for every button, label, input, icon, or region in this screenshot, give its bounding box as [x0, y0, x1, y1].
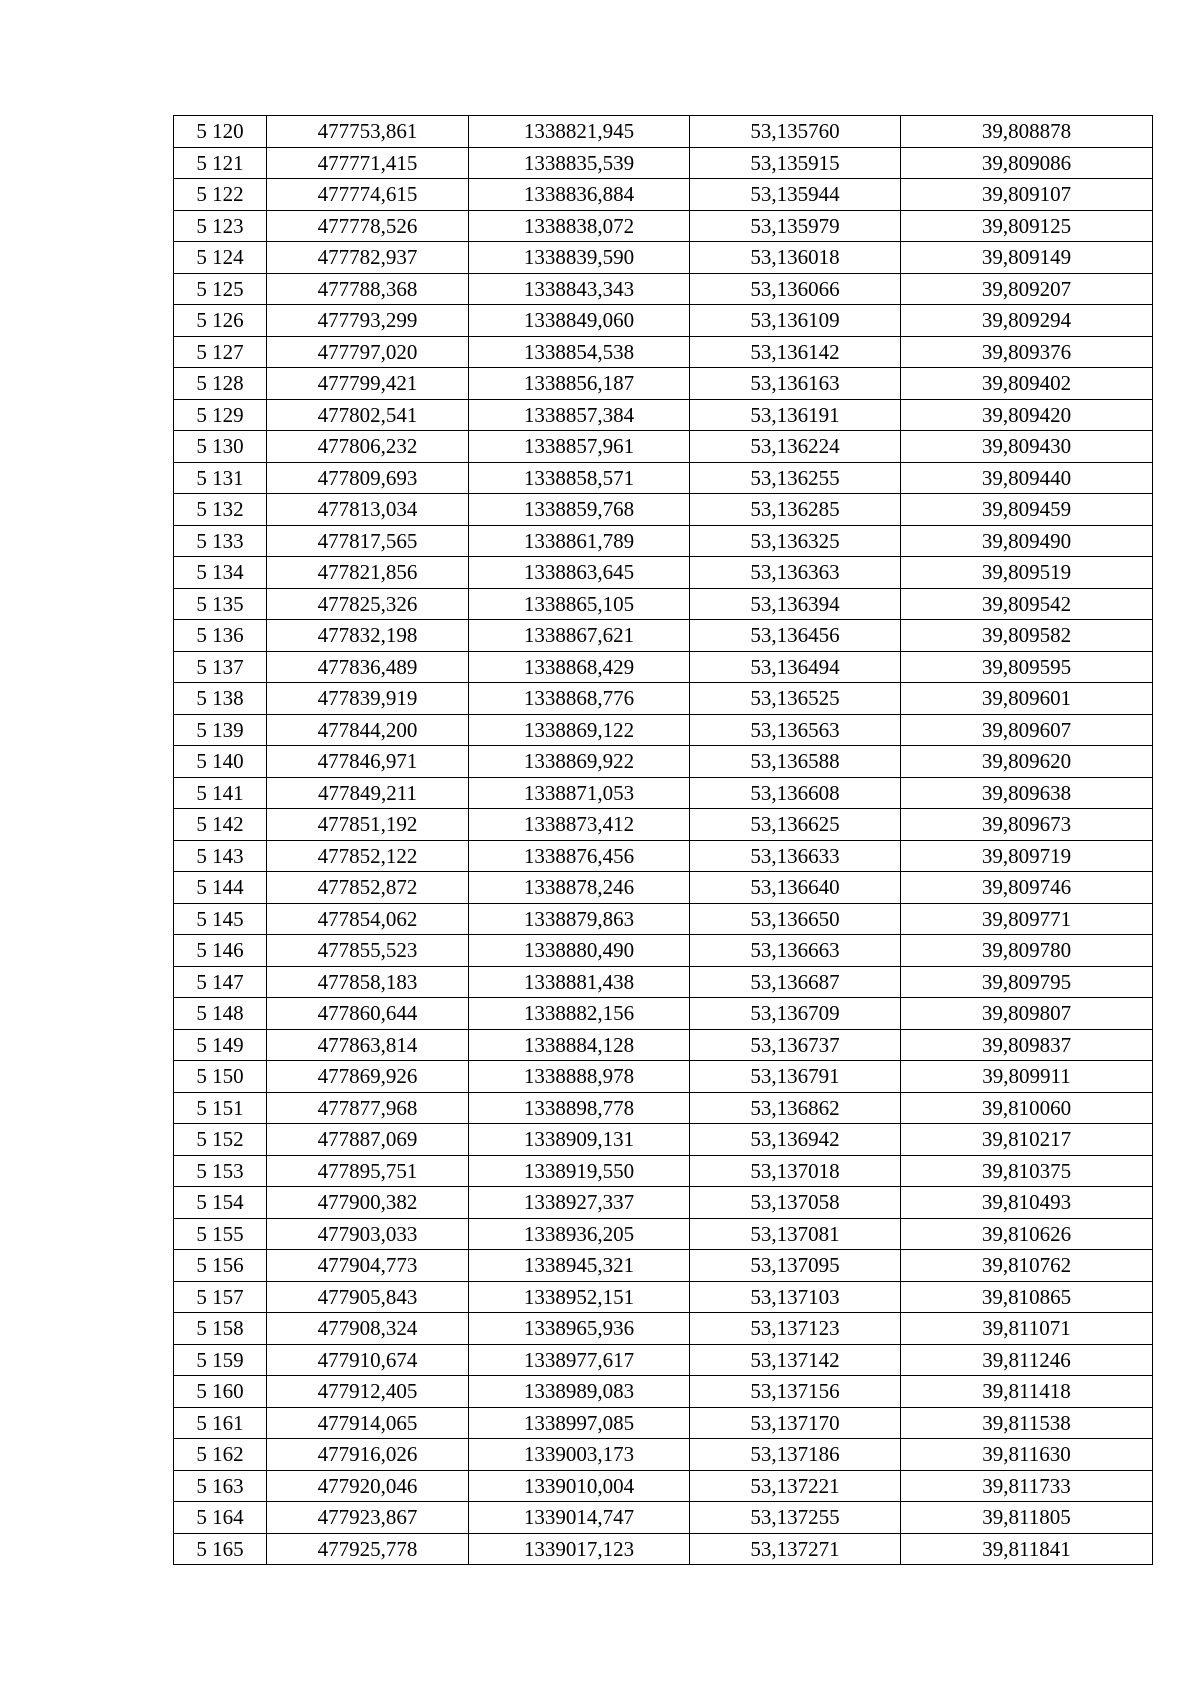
y-coordinate-cell: 1338927,337 — [469, 1187, 690, 1219]
y-coordinate-cell: 1338865,105 — [469, 588, 690, 620]
y-coordinate-cell: 1339010,004 — [469, 1470, 690, 1502]
y-coordinate-cell: 1338882,156 — [469, 998, 690, 1030]
y-coordinate-cell: 1338839,590 — [469, 242, 690, 274]
latitude-cell: 53,137255 — [690, 1502, 901, 1534]
y-coordinate-cell: 1338880,490 — [469, 935, 690, 967]
point-number-cell: 5 139 — [174, 714, 267, 746]
table-row — [174, 1376, 1153, 1408]
table-row — [174, 1061, 1153, 1093]
table-row — [174, 1439, 1153, 1471]
y-coordinate-cell: 1338977,617 — [469, 1344, 690, 1376]
point-number-cell: 5 125 — [174, 273, 267, 305]
point-number-cell: 5 150 — [174, 1061, 267, 1093]
longitude-cell: 39,809780 — [901, 935, 1153, 967]
latitude-cell: 53,137081 — [690, 1218, 901, 1250]
x-coordinate-cell: 477910,674 — [267, 1344, 469, 1376]
table-row — [174, 620, 1153, 652]
longitude-cell: 39,811418 — [901, 1376, 1153, 1408]
latitude-cell: 53,137123 — [690, 1313, 901, 1345]
x-coordinate-cell: 477895,751 — [267, 1155, 469, 1187]
x-coordinate-cell: 477817,565 — [267, 525, 469, 557]
table-row — [174, 494, 1153, 526]
longitude-cell: 39,809673 — [901, 809, 1153, 841]
x-coordinate-cell: 477852,122 — [267, 840, 469, 872]
longitude-cell: 39,811841 — [901, 1533, 1153, 1565]
longitude-cell: 39,809294 — [901, 305, 1153, 337]
latitude-cell: 53,137170 — [690, 1407, 901, 1439]
latitude-cell: 53,137186 — [690, 1439, 901, 1471]
x-coordinate-cell: 477852,872 — [267, 872, 469, 904]
latitude-cell: 53,136325 — [690, 525, 901, 557]
latitude-cell: 53,137095 — [690, 1250, 901, 1282]
longitude-cell: 39,811071 — [901, 1313, 1153, 1345]
y-coordinate-cell: 1338888,978 — [469, 1061, 690, 1093]
point-number-cell: 5 156 — [174, 1250, 267, 1282]
y-coordinate-cell: 1338879,863 — [469, 903, 690, 935]
latitude-cell: 53,136494 — [690, 651, 901, 683]
y-coordinate-cell: 1338857,961 — [469, 431, 690, 463]
longitude-cell: 39,811630 — [901, 1439, 1153, 1471]
y-coordinate-cell: 1338936,205 — [469, 1218, 690, 1250]
longitude-cell: 39,809601 — [901, 683, 1153, 715]
x-coordinate-cell: 477806,232 — [267, 431, 469, 463]
table-row — [174, 1533, 1153, 1565]
point-number-cell: 5 129 — [174, 399, 267, 431]
y-coordinate-cell: 1338857,384 — [469, 399, 690, 431]
table-row — [174, 1092, 1153, 1124]
point-number-cell: 5 155 — [174, 1218, 267, 1250]
longitude-cell: 39,810865 — [901, 1281, 1153, 1313]
point-number-cell: 5 149 — [174, 1029, 267, 1061]
latitude-cell: 53,136687 — [690, 966, 901, 998]
y-coordinate-cell: 1338859,768 — [469, 494, 690, 526]
y-coordinate-cell: 1338873,412 — [469, 809, 690, 841]
x-coordinate-cell: 477904,773 — [267, 1250, 469, 1282]
point-number-cell: 5 134 — [174, 557, 267, 589]
latitude-cell: 53,136563 — [690, 714, 901, 746]
y-coordinate-cell: 1338919,550 — [469, 1155, 690, 1187]
x-coordinate-cell: 477869,926 — [267, 1061, 469, 1093]
table-row — [174, 966, 1153, 998]
longitude-cell: 39,809107 — [901, 179, 1153, 211]
x-coordinate-cell: 477836,489 — [267, 651, 469, 683]
table-row — [174, 147, 1153, 179]
y-coordinate-cell: 1338821,945 — [469, 116, 690, 148]
table-row — [174, 1281, 1153, 1313]
latitude-cell: 53,136640 — [690, 872, 901, 904]
latitude-cell: 53,136737 — [690, 1029, 901, 1061]
latitude-cell: 53,137058 — [690, 1187, 901, 1219]
point-number-cell: 5 141 — [174, 777, 267, 809]
table-row — [174, 1250, 1153, 1282]
latitude-cell: 53,137103 — [690, 1281, 901, 1313]
point-number-cell: 5 127 — [174, 336, 267, 368]
x-coordinate-cell: 477774,615 — [267, 179, 469, 211]
point-number-cell: 5 163 — [174, 1470, 267, 1502]
y-coordinate-cell: 1338863,645 — [469, 557, 690, 589]
latitude-cell: 53,137018 — [690, 1155, 901, 1187]
point-number-cell: 5 158 — [174, 1313, 267, 1345]
table-row — [174, 809, 1153, 841]
longitude-cell: 39,809719 — [901, 840, 1153, 872]
table-row — [174, 242, 1153, 274]
table-row — [174, 1155, 1153, 1187]
x-coordinate-cell: 477900,382 — [267, 1187, 469, 1219]
y-coordinate-cell: 1339003,173 — [469, 1439, 690, 1471]
point-number-cell: 5 157 — [174, 1281, 267, 1313]
y-coordinate-cell: 1338884,128 — [469, 1029, 690, 1061]
point-number-cell: 5 159 — [174, 1344, 267, 1376]
point-number-cell: 5 162 — [174, 1439, 267, 1471]
table-row — [174, 872, 1153, 904]
y-coordinate-cell: 1338881,438 — [469, 966, 690, 998]
latitude-cell: 53,136650 — [690, 903, 901, 935]
point-number-cell: 5 143 — [174, 840, 267, 872]
point-number-cell: 5 126 — [174, 305, 267, 337]
latitude-cell: 53,136285 — [690, 494, 901, 526]
x-coordinate-cell: 477920,046 — [267, 1470, 469, 1502]
longitude-cell: 39,809807 — [901, 998, 1153, 1030]
latitude-cell: 53,135760 — [690, 116, 901, 148]
table-row — [174, 1502, 1153, 1534]
longitude-cell: 39,809519 — [901, 557, 1153, 589]
point-number-cell: 5 130 — [174, 431, 267, 463]
point-number-cell: 5 152 — [174, 1124, 267, 1156]
x-coordinate-cell: 477839,919 — [267, 683, 469, 715]
table-row — [174, 903, 1153, 935]
y-coordinate-cell: 1338858,571 — [469, 462, 690, 494]
table-row — [174, 1124, 1153, 1156]
table-row — [174, 935, 1153, 967]
table-row — [174, 557, 1153, 589]
latitude-cell: 53,136625 — [690, 809, 901, 841]
y-coordinate-cell: 1338909,131 — [469, 1124, 690, 1156]
point-number-cell: 5 164 — [174, 1502, 267, 1534]
longitude-cell: 39,809582 — [901, 620, 1153, 652]
longitude-cell: 39,809376 — [901, 336, 1153, 368]
latitude-cell: 53,136363 — [690, 557, 901, 589]
latitude-cell: 53,137221 — [690, 1470, 901, 1502]
latitude-cell: 53,136456 — [690, 620, 901, 652]
table-row — [174, 273, 1153, 305]
x-coordinate-cell: 477908,324 — [267, 1313, 469, 1345]
point-number-cell: 5 121 — [174, 147, 267, 179]
longitude-cell: 39,809595 — [901, 651, 1153, 683]
longitude-cell: 39,809459 — [901, 494, 1153, 526]
table-row — [174, 210, 1153, 242]
y-coordinate-cell: 1338997,085 — [469, 1407, 690, 1439]
point-number-cell: 5 128 — [174, 368, 267, 400]
latitude-cell: 53,137271 — [690, 1533, 901, 1565]
x-coordinate-cell: 477863,814 — [267, 1029, 469, 1061]
latitude-cell: 53,136224 — [690, 431, 901, 463]
table-row — [174, 746, 1153, 778]
latitude-cell: 53,136109 — [690, 305, 901, 337]
longitude-cell: 39,810493 — [901, 1187, 1153, 1219]
latitude-cell: 53,136525 — [690, 683, 901, 715]
y-coordinate-cell: 1338952,151 — [469, 1281, 690, 1313]
latitude-cell: 53,135915 — [690, 147, 901, 179]
longitude-cell: 39,810762 — [901, 1250, 1153, 1282]
y-coordinate-cell: 1338849,060 — [469, 305, 690, 337]
x-coordinate-cell: 477809,693 — [267, 462, 469, 494]
y-coordinate-cell: 1338835,539 — [469, 147, 690, 179]
latitude-cell: 53,136663 — [690, 935, 901, 967]
point-number-cell: 5 120 — [174, 116, 267, 148]
y-coordinate-cell: 1338868,429 — [469, 651, 690, 683]
x-coordinate-cell: 477923,867 — [267, 1502, 469, 1534]
y-coordinate-cell: 1338868,776 — [469, 683, 690, 715]
x-coordinate-cell: 477844,200 — [267, 714, 469, 746]
point-number-cell: 5 146 — [174, 935, 267, 967]
longitude-cell: 39,809542 — [901, 588, 1153, 620]
point-number-cell: 5 147 — [174, 966, 267, 998]
x-coordinate-cell: 477887,069 — [267, 1124, 469, 1156]
x-coordinate-cell: 477905,843 — [267, 1281, 469, 1313]
latitude-cell: 53,135944 — [690, 179, 901, 211]
table-row — [174, 1313, 1153, 1345]
longitude-cell: 39,809207 — [901, 273, 1153, 305]
x-coordinate-cell: 477832,198 — [267, 620, 469, 652]
longitude-cell: 39,809771 — [901, 903, 1153, 935]
table-row — [174, 1218, 1153, 1250]
y-coordinate-cell: 1338878,246 — [469, 872, 690, 904]
y-coordinate-cell: 1338843,343 — [469, 273, 690, 305]
longitude-cell: 39,809125 — [901, 210, 1153, 242]
point-number-cell: 5 136 — [174, 620, 267, 652]
x-coordinate-cell: 477771,415 — [267, 147, 469, 179]
longitude-cell: 39,809795 — [901, 966, 1153, 998]
point-number-cell: 5 135 — [174, 588, 267, 620]
x-coordinate-cell: 477802,541 — [267, 399, 469, 431]
y-coordinate-cell: 1338856,187 — [469, 368, 690, 400]
longitude-cell: 39,810060 — [901, 1092, 1153, 1124]
table-row — [174, 431, 1153, 463]
longitude-cell: 39,809086 — [901, 147, 1153, 179]
x-coordinate-cell: 477782,937 — [267, 242, 469, 274]
x-coordinate-cell: 477799,421 — [267, 368, 469, 400]
table-row — [174, 651, 1153, 683]
point-number-cell: 5 142 — [174, 809, 267, 841]
longitude-cell: 39,809620 — [901, 746, 1153, 778]
longitude-cell: 39,809149 — [901, 242, 1153, 274]
longitude-cell: 39,809911 — [901, 1061, 1153, 1093]
table-row — [174, 588, 1153, 620]
latitude-cell: 53,136066 — [690, 273, 901, 305]
y-coordinate-cell: 1338945,321 — [469, 1250, 690, 1282]
x-coordinate-cell: 477778,526 — [267, 210, 469, 242]
longitude-cell: 39,809440 — [901, 462, 1153, 494]
point-number-cell: 5 151 — [174, 1092, 267, 1124]
point-number-cell: 5 145 — [174, 903, 267, 935]
longitude-cell: 39,811733 — [901, 1470, 1153, 1502]
table-row — [174, 683, 1153, 715]
longitude-cell: 39,809402 — [901, 368, 1153, 400]
longitude-cell: 39,809638 — [901, 777, 1153, 809]
table-row — [174, 368, 1153, 400]
point-number-cell: 5 122 — [174, 179, 267, 211]
point-number-cell: 5 140 — [174, 746, 267, 778]
table-row — [174, 714, 1153, 746]
point-number-cell: 5 137 — [174, 651, 267, 683]
y-coordinate-cell: 1338854,538 — [469, 336, 690, 368]
y-coordinate-cell: 1338876,456 — [469, 840, 690, 872]
x-coordinate-cell: 477916,026 — [267, 1439, 469, 1471]
longitude-cell: 39,809490 — [901, 525, 1153, 557]
table-row — [174, 336, 1153, 368]
table-row — [174, 116, 1153, 148]
y-coordinate-cell: 1339014,747 — [469, 1502, 690, 1534]
table-row — [174, 777, 1153, 809]
latitude-cell: 53,136791 — [690, 1061, 901, 1093]
x-coordinate-cell: 477903,033 — [267, 1218, 469, 1250]
x-coordinate-cell: 477846,971 — [267, 746, 469, 778]
latitude-cell: 53,136394 — [690, 588, 901, 620]
longitude-cell: 39,811805 — [901, 1502, 1153, 1534]
y-coordinate-cell: 1338869,922 — [469, 746, 690, 778]
point-number-cell: 5 132 — [174, 494, 267, 526]
point-number-cell: 5 123 — [174, 210, 267, 242]
y-coordinate-cell: 1338965,936 — [469, 1313, 690, 1345]
x-coordinate-cell: 477858,183 — [267, 966, 469, 998]
table-row — [174, 1407, 1153, 1439]
latitude-cell: 53,136588 — [690, 746, 901, 778]
coordinates-table — [173, 115, 1153, 1565]
latitude-cell: 53,136862 — [690, 1092, 901, 1124]
y-coordinate-cell: 1338861,789 — [469, 525, 690, 557]
x-coordinate-cell: 477788,368 — [267, 273, 469, 305]
longitude-cell: 39,811538 — [901, 1407, 1153, 1439]
table-row — [174, 179, 1153, 211]
table-row — [174, 1029, 1153, 1061]
point-number-cell: 5 148 — [174, 998, 267, 1030]
point-number-cell: 5 153 — [174, 1155, 267, 1187]
point-number-cell: 5 161 — [174, 1407, 267, 1439]
y-coordinate-cell: 1338838,072 — [469, 210, 690, 242]
y-coordinate-cell: 1338869,122 — [469, 714, 690, 746]
latitude-cell: 53,136018 — [690, 242, 901, 274]
x-coordinate-cell: 477914,065 — [267, 1407, 469, 1439]
table-row — [174, 462, 1153, 494]
point-number-cell: 5 154 — [174, 1187, 267, 1219]
latitude-cell: 53,136255 — [690, 462, 901, 494]
longitude-cell: 39,810217 — [901, 1124, 1153, 1156]
x-coordinate-cell: 477925,778 — [267, 1533, 469, 1565]
x-coordinate-cell: 477825,326 — [267, 588, 469, 620]
coordinates-table-body — [174, 116, 1153, 1565]
table-row — [174, 1470, 1153, 1502]
latitude-cell: 53,136142 — [690, 336, 901, 368]
table-row — [174, 525, 1153, 557]
point-number-cell: 5 160 — [174, 1376, 267, 1408]
y-coordinate-cell: 1338898,778 — [469, 1092, 690, 1124]
table-row — [174, 399, 1153, 431]
longitude-cell: 39,808878 — [901, 116, 1153, 148]
x-coordinate-cell: 477877,968 — [267, 1092, 469, 1124]
x-coordinate-cell: 477793,299 — [267, 305, 469, 337]
point-number-cell: 5 133 — [174, 525, 267, 557]
y-coordinate-cell: 1338989,083 — [469, 1376, 690, 1408]
x-coordinate-cell: 477849,211 — [267, 777, 469, 809]
longitude-cell: 39,810375 — [901, 1155, 1153, 1187]
y-coordinate-cell: 1339017,123 — [469, 1533, 690, 1565]
latitude-cell: 53,137142 — [690, 1344, 901, 1376]
table-row — [174, 998, 1153, 1030]
latitude-cell: 53,136942 — [690, 1124, 901, 1156]
latitude-cell: 53,137156 — [690, 1376, 901, 1408]
point-number-cell: 5 165 — [174, 1533, 267, 1565]
x-coordinate-cell: 477753,861 — [267, 116, 469, 148]
latitude-cell: 53,136163 — [690, 368, 901, 400]
latitude-cell: 53,136608 — [690, 777, 901, 809]
table-row — [174, 305, 1153, 337]
longitude-cell: 39,810626 — [901, 1218, 1153, 1250]
longitude-cell: 39,811246 — [901, 1344, 1153, 1376]
point-number-cell: 5 131 — [174, 462, 267, 494]
x-coordinate-cell: 477821,856 — [267, 557, 469, 589]
longitude-cell: 39,809837 — [901, 1029, 1153, 1061]
table-row — [174, 1344, 1153, 1376]
point-number-cell: 5 138 — [174, 683, 267, 715]
x-coordinate-cell: 477797,020 — [267, 336, 469, 368]
point-number-cell: 5 124 — [174, 242, 267, 274]
point-number-cell: 5 144 — [174, 872, 267, 904]
x-coordinate-cell: 477813,034 — [267, 494, 469, 526]
x-coordinate-cell: 477855,523 — [267, 935, 469, 967]
table-row — [174, 840, 1153, 872]
table-row — [174, 1187, 1153, 1219]
x-coordinate-cell: 477912,405 — [267, 1376, 469, 1408]
latitude-cell: 53,136633 — [690, 840, 901, 872]
x-coordinate-cell: 477854,062 — [267, 903, 469, 935]
latitude-cell: 53,136709 — [690, 998, 901, 1030]
latitude-cell: 53,135979 — [690, 210, 901, 242]
longitude-cell: 39,809607 — [901, 714, 1153, 746]
y-coordinate-cell: 1338836,884 — [469, 179, 690, 211]
longitude-cell: 39,809746 — [901, 872, 1153, 904]
x-coordinate-cell: 477860,644 — [267, 998, 469, 1030]
y-coordinate-cell: 1338867,621 — [469, 620, 690, 652]
latitude-cell: 53,136191 — [690, 399, 901, 431]
y-coordinate-cell: 1338871,053 — [469, 777, 690, 809]
longitude-cell: 39,809420 — [901, 399, 1153, 431]
x-coordinate-cell: 477851,192 — [267, 809, 469, 841]
longitude-cell: 39,809430 — [901, 431, 1153, 463]
